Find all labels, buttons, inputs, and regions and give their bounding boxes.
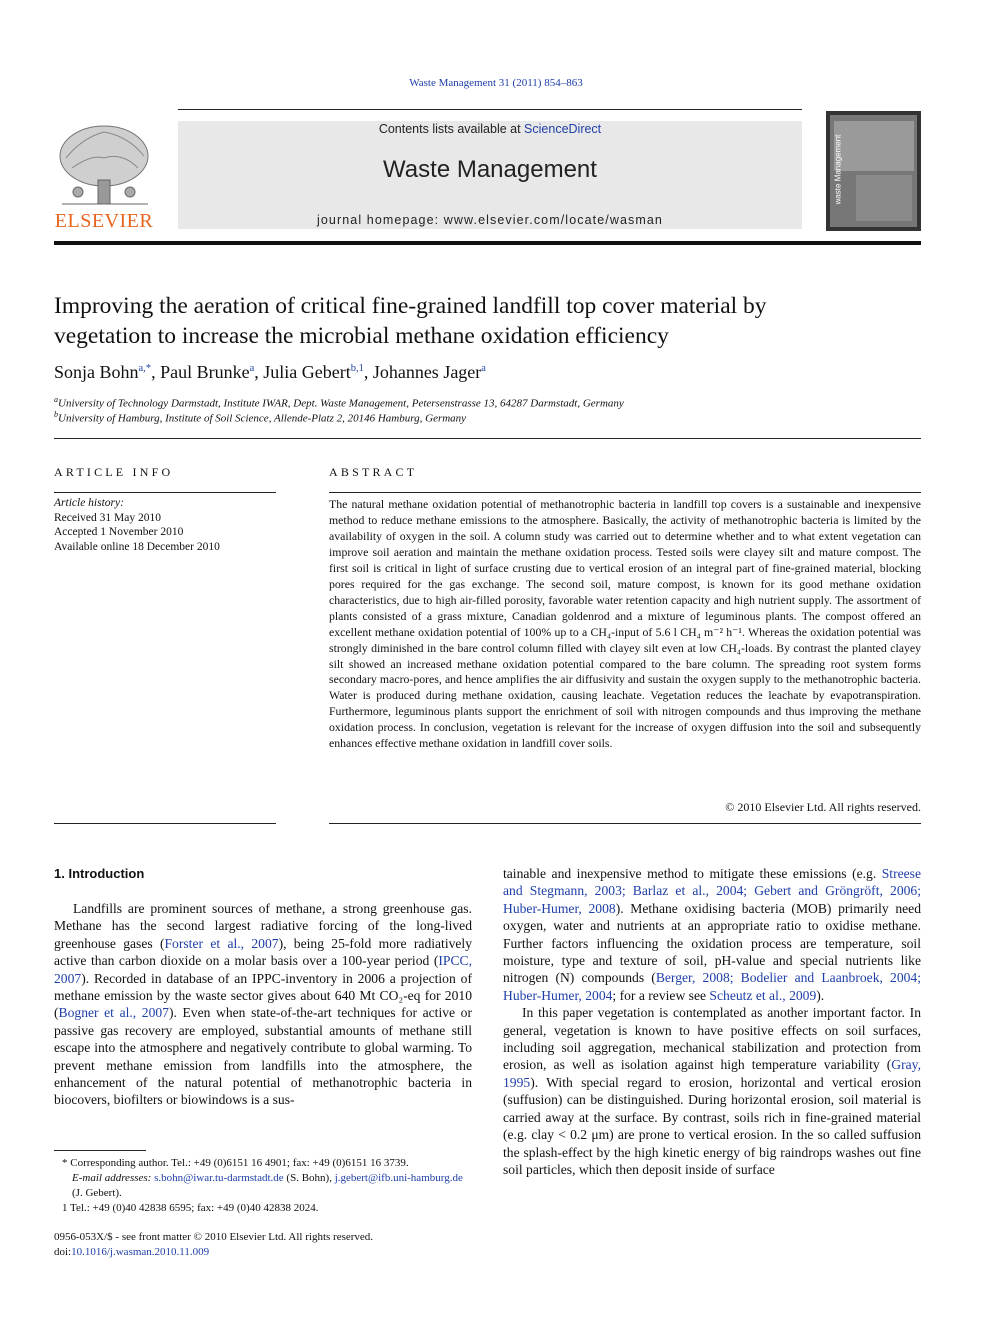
author-affil-mark[interactable]: a xyxy=(481,363,486,374)
affiliation xyxy=(54,410,466,425)
paragraph-text: tainable and inexpensive method to mitigate these emissions (e.g. xyxy=(503,866,882,881)
paragraph-text: ). Methane oxidising bacteria (MOB) primarily need oxygen, water and nutrients at an appropriate ratio to oxidise methane. Further factors influencing the oxidation process are temperature, soil moisture, type and texture of soil, pH-value and special nutrients like nitrogen (N) compounds ( xyxy=(503,900,922,986)
article-info-bottom-rule xyxy=(54,823,276,824)
article-title xyxy=(54,291,894,351)
article-info-rule xyxy=(54,492,276,493)
author-separator: , xyxy=(363,362,373,382)
header-rule xyxy=(178,109,802,110)
abstract-rule xyxy=(329,492,921,493)
email-link-bohn[interactable]: s.bohn@iwar.tu-darmstadt.de xyxy=(154,1172,284,1184)
affiliation-mark: a xyxy=(54,395,58,404)
paragraph-text: Landfills are prominent sources of methane, a strong greenhouse gas. Methane has the second largest radiative forcing of the long-lived greenhouse gases ( xyxy=(54,901,472,951)
paragraph-text: ). Even when state-of-the-art techniques for active or passive gas recovery are employed, substantial amounts of methane still escape into the atmosphere and negatively contribute to global warming. To prevent methane emission from landfills into the atmosphere, the enhancement of the natural potential of methanotrophic bacteria in biocovers, biofilters or biowindows is a sus- xyxy=(54,1005,472,1108)
affiliation-rule xyxy=(54,438,921,439)
author-affil-mark[interactable]: a,* xyxy=(138,363,152,374)
intro-paragraph-1-continued xyxy=(503,865,921,1004)
abstract-bottom-rule xyxy=(329,823,921,824)
affiliation-text: University of Hamburg, Institute of Soil Science, Allende-Platz 2, 20146 Hamburg, Germany xyxy=(58,412,467,425)
citation-link[interactable]: Bogner et al., 2007 xyxy=(58,1005,169,1021)
paragraph-text: ; for a review see xyxy=(612,987,710,1003)
paragraph-text: ). With special regard to erosion, horizontal and vertical erosion (suffusion) can be distinguished. During horizontal erosion, soil material is carried away at the surface. By contrast, soils rich in fine-grained material (e.g. clay < 0.2 μm) are prone to vertical erosion. In the so called suffusion the splash-effect by the high kinetic energy of big raindrops washes out fine soil particles, which then deposit inside of surface xyxy=(503,1074,921,1177)
title-line-2: vegetation to increase the microbial methane oxidation efficiency xyxy=(54,323,669,349)
article-info-heading: ARTICLE INFO xyxy=(54,465,174,479)
author-affil-mark[interactable]: b,1 xyxy=(350,363,364,374)
paragraph-text: In this paper vegetation is contemplated as another important factor. In general, vegetation is known to have positive effects on soil surfaces, including soil aggregation, mechanical stabilization and protection from erosion, as well as isolation against high temperature variability ( xyxy=(503,1005,921,1073)
citation-link[interactable]: IPCC, 2007 xyxy=(54,953,472,986)
affiliation xyxy=(54,395,624,410)
right-column xyxy=(503,865,921,1178)
journal-title[interactable]: Waste Management xyxy=(383,156,597,183)
cover-title: waste Management xyxy=(833,134,843,205)
abstract-heading: ABSTRACT xyxy=(329,465,418,479)
issn-line: 0956-053X/$ - see front matter © 2010 Elsevier Ltd. All rights reserved. xyxy=(54,1231,374,1243)
author-name[interactable]: Paul Brunke xyxy=(160,362,250,382)
left-column xyxy=(54,900,472,1109)
author-name[interactable]: Johannes Jager xyxy=(372,362,482,382)
citation-link[interactable]: Forster et al., 2007 xyxy=(164,935,279,951)
footnote-emails xyxy=(54,1171,472,1201)
email-owner: (S. Bohn), xyxy=(283,1172,335,1184)
doi-line xyxy=(54,1245,373,1260)
journal-citation[interactable]: Waste Management 31 (2011) 854–863 xyxy=(409,77,583,89)
author-list xyxy=(54,362,486,383)
author-separator: , xyxy=(254,362,264,382)
section-heading-introduction: 1. Introduction xyxy=(54,866,145,881)
author-affil-mark[interactable]: a xyxy=(249,363,255,374)
article-history xyxy=(54,496,220,554)
history-received: Received 31 May 2010 xyxy=(54,511,161,524)
journal-cover-image[interactable] xyxy=(826,111,921,231)
footnote-1: 1 Tel.: +49 (0)40 42838 6595; fax: +49 (0)40 42838 2024. xyxy=(62,1202,319,1214)
affiliation-text: University of Technology Darmstadt, Institute IWAR, Dept. Waste Management, Petersenstrasse 13, 64287 Darmstadt, Germany xyxy=(58,397,624,410)
sciencedirect-link[interactable]: ScienceDirect xyxy=(524,122,602,136)
author-name[interactable]: Julia Gebert xyxy=(263,362,351,382)
paragraph-text: ), being 25-fold more radiatively active than carbon dioxide on a molar basis over a 100-year period ( xyxy=(54,935,473,969)
doi-link[interactable]: 10.1016/j.wasman.2010.11.009 xyxy=(71,1246,210,1258)
email-label: E-mail addresses: xyxy=(72,1172,152,1184)
elsevier-wordmark: ELSEVIER xyxy=(54,210,154,232)
abstract-text: The natural methane oxidation potential of methanotrophic bacteria in landfill top covers is a sustainable and inexpensive method to reduce methane emissions to the atmosphere. Basically, the activity of methanotrophic bacteria is limited by the availability of oxygen in the soil. A column study was carried out to determine whether and to what extent vegetation can improve soil aeration and maintain the methane oxidation process. Tested soils were clayey silt and mature compost. The first soil is critical in light of surface crusting due to vertical erosion of an integral part of fine-grained material, blocking pores required for the gas exchange. The second soil, mature compost, is known for its good methane oxidation characteristics, due to high air-filled porosity, favorable water retention capacity and high nutrient supply. The assortment of plants consisted of a grass mixture, Canadian goldenrod and a mixture of leguminous plants. The compost offered an excellent methane oxidation potential of 100% up to a CH₄-input of 5.6 l CH₄ m⁻² h⁻¹. Whereas the oxidation potential was strongly diminished in the bare control column filled with clayey silt even at low CH₄-loads. By contrast the planted clayey silt showed an increased methane oxidation potential compared to the bare column. The spreading root system forms secondary macro-pores, and hence amplifies the air diffusivity and sustain the oxygen supply to the methanotrophic bacteria. Water is produced during methane oxidation, causing leachate. Vegetation reduces the leachate by evapotranspiration. Furthermore, leguminous plants support the enrichment of soil with nitrogen compounds and thus improving the methane oxidation process. In conclusion, vegetation is relevant for the increase of oxygen diffusion into the soil and subsequently enhances effective methane oxidation in landfill cover soils. xyxy=(329,497,921,751)
email-owner: (J. Gebert). xyxy=(72,1187,122,1199)
footnote-corresponding: * Corresponding author. Tel.: +49 (0)6151 16 4901; fax: +49 (0)6151 16 3739. xyxy=(62,1157,409,1169)
intro-paragraph-1 xyxy=(54,900,472,1109)
citation-link[interactable]: Gray, 1995 xyxy=(503,1057,921,1090)
author-name[interactable]: Sonja Bohn xyxy=(54,362,139,382)
header-thick-rule xyxy=(54,241,921,245)
intro-paragraph-2 xyxy=(503,1004,921,1178)
history-online: Available online 18 December 2010 xyxy=(54,540,220,553)
author-separator: , xyxy=(151,362,161,382)
contents-prefix: Contents lists available at xyxy=(378,122,525,136)
citation-link[interactable]: Streese and Stegmann, 2003; Barlaz et al., 2004; Gebert and Gröngröft, 2006; Huber-Humer, 2008 xyxy=(503,866,921,916)
front-matter xyxy=(54,1230,373,1260)
abstract-copyright: © 2010 Elsevier Ltd. All rights reserved. xyxy=(725,800,921,814)
abstract-body xyxy=(329,497,921,752)
doi-prefix: doi: xyxy=(54,1246,72,1258)
contents-line xyxy=(178,122,802,136)
affiliation-mark: b xyxy=(54,410,58,419)
paragraph-text: ). Recorded in database of an IPPC-inventory in 2006 a projection of methane emission by the waste sector gives about 640 Mt CO₂-eq for 2010 ( xyxy=(54,970,472,1021)
history-label: Article history: xyxy=(54,497,124,509)
citation-link[interactable]: Berger, 2008; Bodelier and Laanbroek, 2004; Huber-Humer, 2004 xyxy=(503,970,921,1003)
elsevier-logo[interactable] xyxy=(52,118,156,232)
citation-link[interactable]: Scheutz et al., 2009 xyxy=(709,987,817,1003)
footnote-rule xyxy=(54,1150,146,1151)
history-accepted: Accepted 1 November 2010 xyxy=(54,526,184,538)
email-link-gebert[interactable]: j.gebert@ifb.uni-hamburg.de xyxy=(334,1172,463,1184)
paragraph-text: ). xyxy=(816,987,825,1003)
journal-homepage[interactable]: journal homepage: www.elsevier.com/locate/wasman xyxy=(316,213,663,227)
footnotes xyxy=(54,1156,472,1216)
title-line-1: Improving the aeration of critical fine-grained landfill top cover material by xyxy=(54,293,767,319)
